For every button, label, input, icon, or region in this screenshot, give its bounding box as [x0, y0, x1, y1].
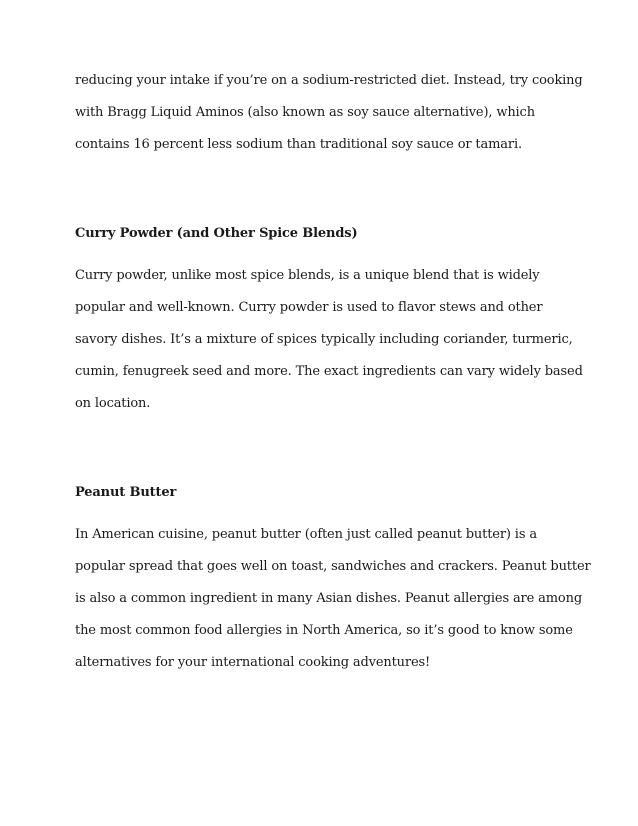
- intro-line-3: contains 16 percent less sodium than traditional soy sauce or tamari.: [75, 137, 522, 152]
- peanut-line-4: the most common food allergies in North America, so it’s good to know some: [75, 623, 573, 638]
- peanut-heading: Peanut Butter: [75, 485, 177, 500]
- peanut-line-3: is also a common ingredient in many Asian dishes. Peanut allergies are among: [75, 591, 583, 606]
- peanut-line-5: alternatives for your international cooking adventures!: [75, 655, 431, 670]
- intro-line-2: with Bragg Liquid Aminos (also known as soy sauce alternative), which: [75, 105, 535, 120]
- intro-line-1: reducing your intake if you’re on a sodium-restricted diet. Instead, try cooking: [75, 73, 583, 88]
- curry-line-3: savory dishes. It’s a mixture of spices typically including coriander, turmeric,: [75, 332, 573, 347]
- curry-line-1: Curry powder, unlike most spice blends, is a unique blend that is widely: [75, 268, 540, 283]
- peanut-line-2: popular spread that goes well on toast, sandwiches and crackers. Peanut butter: [75, 559, 591, 574]
- peanut-line-1: In American cuisine, peanut butter (often just called peanut butter) is a: [75, 527, 537, 542]
- curry-line-2: popular and well-known. Curry powder is used to flavor stews and other: [75, 300, 543, 315]
- curry-line-4: cumin, fenugreek seed and more. The exact ingredients can vary widely based: [75, 364, 583, 379]
- curry-heading: Curry Powder (and Other Spice Blends): [75, 226, 358, 241]
- curry-line-5: on location.: [75, 396, 151, 411]
